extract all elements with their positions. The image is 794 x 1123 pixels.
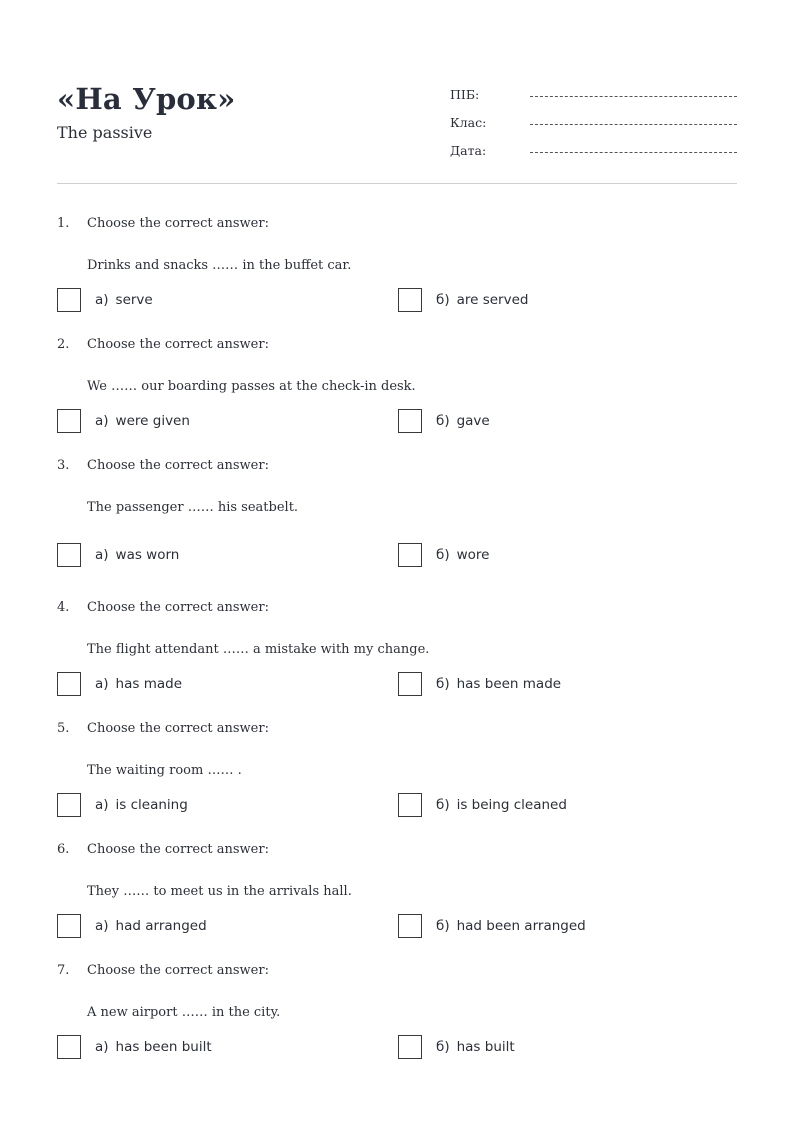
option-letter: б)	[436, 291, 450, 308]
answer-option-a[interactable]	[57, 408, 190, 433]
question-sentence: The passenger …… his seatbelt.	[87, 500, 299, 515]
answer-option-a[interactable]	[57, 287, 153, 312]
answer-option-a[interactable]	[57, 671, 182, 696]
question-number: 5.	[57, 721, 70, 736]
class-field-line[interactable]	[530, 124, 737, 125]
option-text: has built	[456, 1038, 515, 1055]
question-sentence: The flight attendant …… a mistake with my change.	[87, 642, 430, 657]
question-sentence: The waiting room …… .	[87, 763, 242, 778]
question-prompt: Choose the correct answer:	[87, 842, 269, 857]
date-field-label: Дата:	[450, 143, 487, 158]
answer-option-a[interactable]	[57, 913, 207, 938]
class-field-label: Клас:	[450, 115, 487, 130]
question-prompt: Choose the correct answer:	[87, 963, 269, 978]
answer-checkbox[interactable]	[398, 543, 422, 567]
answer-checkbox[interactable]	[57, 409, 81, 433]
answer-option-a[interactable]	[57, 792, 188, 817]
question-number: 7.	[57, 963, 70, 978]
answer-option-b[interactable]	[398, 671, 561, 696]
answer-option-b[interactable]	[398, 408, 490, 433]
option-letter: б)	[436, 917, 450, 934]
option-text: has been made	[456, 675, 562, 692]
option-letter: а)	[95, 917, 109, 934]
answer-option-b[interactable]	[398, 792, 567, 817]
option-letter: а)	[95, 1038, 109, 1055]
answer-checkbox[interactable]	[57, 914, 81, 938]
question-number: 2.	[57, 337, 70, 352]
question-sentence: A new airport …… in the city.	[87, 1005, 281, 1020]
answer-checkbox[interactable]	[398, 914, 422, 938]
option-text: were given	[115, 412, 190, 429]
question-number: 6.	[57, 842, 70, 857]
answer-option-b[interactable]	[398, 913, 586, 938]
page-title: «На Урок»	[57, 82, 236, 116]
question-prompt: Choose the correct answer:	[87, 216, 269, 231]
option-text: gave	[456, 412, 490, 429]
question-prompt: Choose the correct answer:	[87, 458, 269, 473]
option-letter: б)	[436, 675, 450, 692]
option-letter: а)	[95, 291, 109, 308]
question-sentence: We …… our boarding passes at the check-in desk.	[87, 379, 416, 394]
answer-option-a[interactable]	[57, 542, 179, 567]
option-text: has made	[115, 675, 182, 692]
answer-checkbox[interactable]	[57, 288, 81, 312]
question-number: 4.	[57, 600, 70, 615]
answer-checkbox[interactable]	[398, 1035, 422, 1059]
option-letter: а)	[95, 796, 109, 813]
answer-checkbox[interactable]	[57, 793, 81, 817]
option-text: was worn	[115, 546, 180, 563]
option-letter: а)	[95, 412, 109, 429]
answer-option-b[interactable]	[398, 1034, 515, 1059]
question-number: 1.	[57, 216, 70, 231]
question-sentence: Drinks and snacks …… in the buffet car.	[87, 258, 352, 273]
answer-checkbox[interactable]	[398, 288, 422, 312]
name-field-label: ПІБ:	[450, 87, 480, 102]
option-text: had arranged	[115, 917, 207, 934]
date-field-line[interactable]	[530, 152, 737, 153]
option-letter: б)	[436, 412, 450, 429]
option-text: serve	[115, 291, 153, 308]
answer-checkbox[interactable]	[57, 1035, 81, 1059]
option-letter: б)	[436, 1038, 450, 1055]
name-field-line[interactable]	[530, 96, 737, 97]
answer-checkbox[interactable]	[398, 409, 422, 433]
option-text: had been arranged	[456, 917, 586, 934]
question-sentence: They …… to meet us in the arrivals hall.	[87, 884, 352, 899]
question-number: 3.	[57, 458, 70, 473]
option-text: is cleaning	[115, 796, 188, 813]
answer-option-b[interactable]	[398, 287, 528, 312]
option-letter: а)	[95, 546, 109, 563]
option-text: wore	[456, 546, 490, 563]
answer-checkbox[interactable]	[398, 793, 422, 817]
answer-checkbox[interactable]	[57, 543, 81, 567]
option-letter: б)	[436, 796, 450, 813]
option-letter: а)	[95, 675, 109, 692]
option-text: has been built	[115, 1038, 212, 1055]
question-prompt: Choose the correct answer:	[87, 600, 269, 615]
header-divider	[57, 183, 737, 184]
option-letter: б)	[436, 546, 450, 563]
answer-checkbox[interactable]	[398, 672, 422, 696]
answer-checkbox[interactable]	[57, 672, 81, 696]
option-text: are served	[456, 291, 529, 308]
page-subtitle: The passive	[57, 123, 153, 142]
answer-option-a[interactable]	[57, 1034, 212, 1059]
question-prompt: Choose the correct answer:	[87, 337, 269, 352]
option-text: is being cleaned	[456, 796, 567, 813]
answer-option-b[interactable]	[398, 542, 489, 567]
question-prompt: Choose the correct answer:	[87, 721, 269, 736]
